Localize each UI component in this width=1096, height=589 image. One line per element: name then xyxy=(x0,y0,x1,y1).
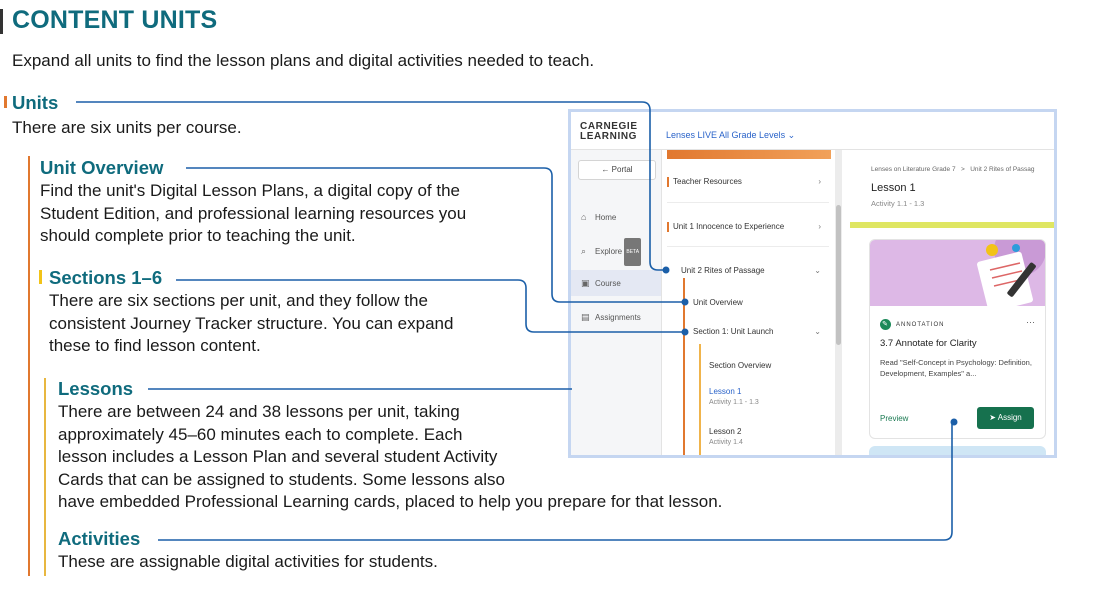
lessons-accent-bar xyxy=(44,378,46,576)
beta-badge: BETA xyxy=(624,238,641,266)
nav-item-label: Explore xyxy=(595,247,623,257)
tree-item-label: Section 1: Unit Launch xyxy=(693,327,774,336)
portal-button[interactable]: ← Portal xyxy=(578,160,656,180)
nav-item-explore[interactable] xyxy=(571,238,661,264)
nav-item-course[interactable] xyxy=(571,270,661,296)
lessons-line: have embedded Professional Learning cards, placed to help you prepare for that lesson. xyxy=(58,492,723,512)
activity-description: Read "Self-Concept in Psychology: Definition, Development, Examples" a... xyxy=(880,358,1032,378)
units-accent-bar xyxy=(4,96,7,108)
page-title: CONTENT UNITS xyxy=(12,6,218,34)
tree-item-label: Unit 2 Rites of Passage xyxy=(681,266,765,275)
sections-text xyxy=(49,290,453,358)
tree-item-lesson-2[interactable]: Lesson 2 xyxy=(709,427,742,436)
activities-text: These are assignable digital activities for students. xyxy=(58,552,438,571)
course-selector[interactable]: Lenses LIVE All Grade Levels ⌄ xyxy=(666,130,796,140)
sections-heading: Sections 1–6 xyxy=(49,267,163,288)
chevron-down-icon: ⌄ xyxy=(814,327,821,336)
lessons-line: lesson includes a Lesson Plan and several student Activity xyxy=(58,447,498,467)
tree-item-unit-1[interactable] xyxy=(667,222,829,232)
unit-overview-line: should complete prior to teaching the unit. xyxy=(40,226,356,246)
activity-title: 3.7 Annotate for Clarity xyxy=(880,338,977,349)
lessons-heading: Lessons xyxy=(58,378,134,399)
tree-scrollbar-thumb[interactable] xyxy=(836,205,841,345)
carnegie-learning-logo xyxy=(580,122,638,142)
annotation-icon: ✎ xyxy=(880,319,891,330)
breadcrumb-unit[interactable]: Unit 2 Rites of Passag xyxy=(970,166,1035,173)
logo-line: CARNEGIE xyxy=(580,121,638,132)
nav-item-home[interactable] xyxy=(571,204,661,230)
unit-overview-line: Student Edition, and professional learning resources you xyxy=(40,203,467,223)
sections-line: these to find lesson content. xyxy=(49,336,261,356)
item-marker xyxy=(667,177,669,187)
unit-overview-accent-bar xyxy=(28,156,30,576)
breadcrumb-course[interactable]: Lenses on Literature Grade 7 xyxy=(871,166,956,173)
chevron-right-icon: › xyxy=(818,177,821,186)
lesson-panel xyxy=(850,150,1054,455)
page-intro: Expand all units to find the lesson plans and digital activities needed to teach. xyxy=(12,51,595,70)
tree-item-lesson-1[interactable]: Lesson 1 xyxy=(709,387,742,396)
lessons-line: approximately 45–60 minutes each to complete. Each xyxy=(58,424,463,444)
tree-item-label: Teacher Resources xyxy=(673,177,742,187)
assignments-icon: ▤ xyxy=(581,312,590,322)
platform-sidebar xyxy=(571,150,662,455)
activity-card-illustration xyxy=(870,240,1046,306)
tree-item-unit-overview[interactable]: Unit Overview xyxy=(693,298,743,307)
title-accent-bar xyxy=(0,9,3,34)
lesson-title: Lesson 1 xyxy=(871,182,916,194)
platform-header xyxy=(571,112,1054,150)
tree-item-unit-2[interactable] xyxy=(667,266,829,275)
units-heading: Units xyxy=(12,92,59,113)
tree-line-section xyxy=(699,344,701,455)
tree-item-label: Unit 1 Innocence to Experience xyxy=(673,222,785,232)
more-options-icon[interactable]: ··· xyxy=(1026,317,1035,327)
nav-item-label: Home xyxy=(595,213,617,222)
activity-type xyxy=(880,319,944,330)
sections-line: There are six sections per unit, and they follow the xyxy=(49,291,428,310)
sections-accent-bar xyxy=(39,270,42,284)
unit-overview-text xyxy=(40,180,466,248)
tree-item-section-1[interactable] xyxy=(667,327,829,336)
divider xyxy=(667,246,829,247)
unit-color-strip xyxy=(667,150,831,159)
nav-item-label: Course xyxy=(595,279,621,288)
tree-line-unit xyxy=(683,278,685,455)
unit-overview-line: Find the unit's Digital Lesson Plans, a digital copy of the xyxy=(40,181,460,200)
next-activity-card[interactable] xyxy=(869,446,1046,458)
lesson-2-activities: Activity 1.4 xyxy=(709,439,743,446)
activity-card[interactable] xyxy=(869,239,1046,439)
breadcrumb-separator: > xyxy=(960,166,965,173)
units-text: There are six units per course. xyxy=(12,118,242,137)
tree-item-teacher-resources[interactable] xyxy=(667,177,829,187)
lessons-line: Cards that can be assigned to students. Some lessons also xyxy=(58,469,505,489)
unit-overview-heading: Unit Overview xyxy=(40,157,164,178)
course-tree xyxy=(663,150,842,455)
course-icon: ▣ xyxy=(581,278,590,288)
sections-line: consistent Journey Tracker structure. You can expand xyxy=(49,313,454,333)
annotation-illustration xyxy=(870,240,1046,306)
logo-line: LEARNING xyxy=(580,131,638,142)
divider xyxy=(667,202,829,203)
platform-window xyxy=(571,112,1054,455)
activities-heading: Activities xyxy=(58,528,141,549)
search-icon: ⌕ xyxy=(581,246,587,257)
chevron-down-icon: ⌄ xyxy=(814,266,821,275)
home-icon: ⌂ xyxy=(581,212,587,222)
lessons-line: There are between 24 and 38 lessons per unit, taking xyxy=(58,402,460,421)
nav-item-label: Assignments xyxy=(595,313,641,322)
chevron-right-icon: › xyxy=(818,222,821,231)
lesson-activities: Activity 1.1 - 1.3 xyxy=(871,199,925,208)
activity-type-label: ANNOTATION xyxy=(896,322,945,329)
lesson-color-strip xyxy=(850,222,1054,228)
preview-link[interactable]: Preview xyxy=(880,414,909,423)
tree-item-section-overview[interactable]: Section Overview xyxy=(709,361,772,370)
lesson-1-activities: Activity 1.1 - 1.3 xyxy=(709,399,759,406)
nav-item-assignments[interactable] xyxy=(571,304,661,330)
item-marker xyxy=(667,222,669,232)
breadcrumb xyxy=(871,166,1035,173)
assign-button[interactable]: ➤ Assign xyxy=(977,407,1034,429)
platform-screenshot xyxy=(568,109,1057,458)
